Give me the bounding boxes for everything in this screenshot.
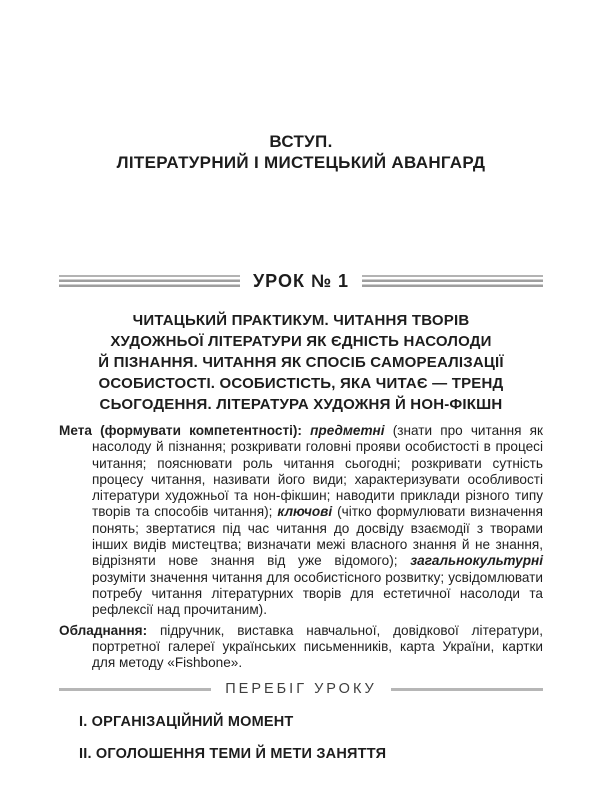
single-rule-left	[59, 688, 211, 691]
stage-heading-topic-announcement: ІІ. ОГОЛОШЕННЯ ТЕМИ Й МЕТИ ЗАНЯТТЯ	[79, 746, 387, 763]
chapter-title-line-1: ВСТУП.	[269, 132, 333, 151]
text-segment: підручник, виставка навчальної, довідкової літератури, портретної галереї українських письменників, карта України, картки для методу «Fishbone».	[92, 622, 543, 671]
lesson-topic-line-1: ЧИТАЦЬКИЙ ПРАКТИКУМ. ЧИТАННЯ ТВОРІВ	[132, 312, 470, 329]
course-flow-heading: ПЕРЕБІГ УРОКУ	[225, 681, 377, 698]
triple-rule-right	[362, 275, 543, 287]
text-segment: Обладнання:	[59, 622, 160, 638]
text-segment: ключові	[277, 504, 338, 520]
single-rule-right	[391, 688, 543, 691]
meta-paragraph	[59, 423, 543, 619]
lesson-topic-line-5: СЬОГОДЕННЯ. ЛІТЕРАТУРА ХУДОЖНЯ Й НОН-ФІКШН	[99, 396, 503, 413]
text-segment: (чітко формулювати визначення понять; звертатися під час читання до досвіду взаємодії з творами інших видів мистецтва; визначати межі власного знання й не знання, відрізняти нове знання від уже відомого);	[92, 504, 543, 569]
chapter-title	[59, 0, 543, 173]
lesson-topic-line-3: Й ПІЗНАННЯ. ЧИТАННЯ ЯК СПОСІБ САМОРЕАЛІЗАЦІЇ	[98, 354, 504, 371]
lesson-heading-row	[59, 270, 543, 292]
lesson-topic	[59, 310, 543, 415]
text-segment: загальнокультурні	[410, 553, 543, 569]
chapter-title-line-2: ЛІТЕРАТУРНИЙ І МИСТЕЦЬКИЙ АВАНГАРД	[116, 153, 486, 172]
course-flow-heading-row	[59, 681, 543, 697]
lesson-topic-line-4: ОСОБИСТОСТІ. ОСОБИСТІСТЬ, ЯКА ЧИТАЄ — ТРЕНД	[98, 375, 504, 392]
text-segment: (знати про читання як насолоду й пізнання; розкривати головні прояви особистості в процесі читання; пояснювати роль читання сьогодні; розкривати сутність процесу читання, називати його види; характеризувати особливості літератури художньої та нон-фікшин; наводити приклади різного типу творів та способів читання);	[92, 423, 543, 520]
lesson-topic-line-2: ХУДОЖНЬОЇ ЛІТЕРАТУРИ ЯК ЄДНІСТЬ НАСОЛОДИ	[110, 333, 492, 350]
text-segment: предметні	[310, 423, 393, 438]
text-segment: Мета (формувати компетентності):	[59, 423, 311, 438]
triple-rule-left	[59, 275, 240, 287]
stage-heading-organizational-moment: І. ОРГАНІЗАЦІЙНИЙ МОМЕНТ	[79, 714, 294, 731]
text-segment: розуміти значення читання для особистісного розвитку; усвідомлювати потребу читання літературних творів для естетичної насолоди та рефлексії над прочитаним).	[92, 569, 543, 618]
equipment-paragraph	[59, 623, 543, 672]
lesson-number-heading: УРОК № 1	[252, 270, 350, 291]
